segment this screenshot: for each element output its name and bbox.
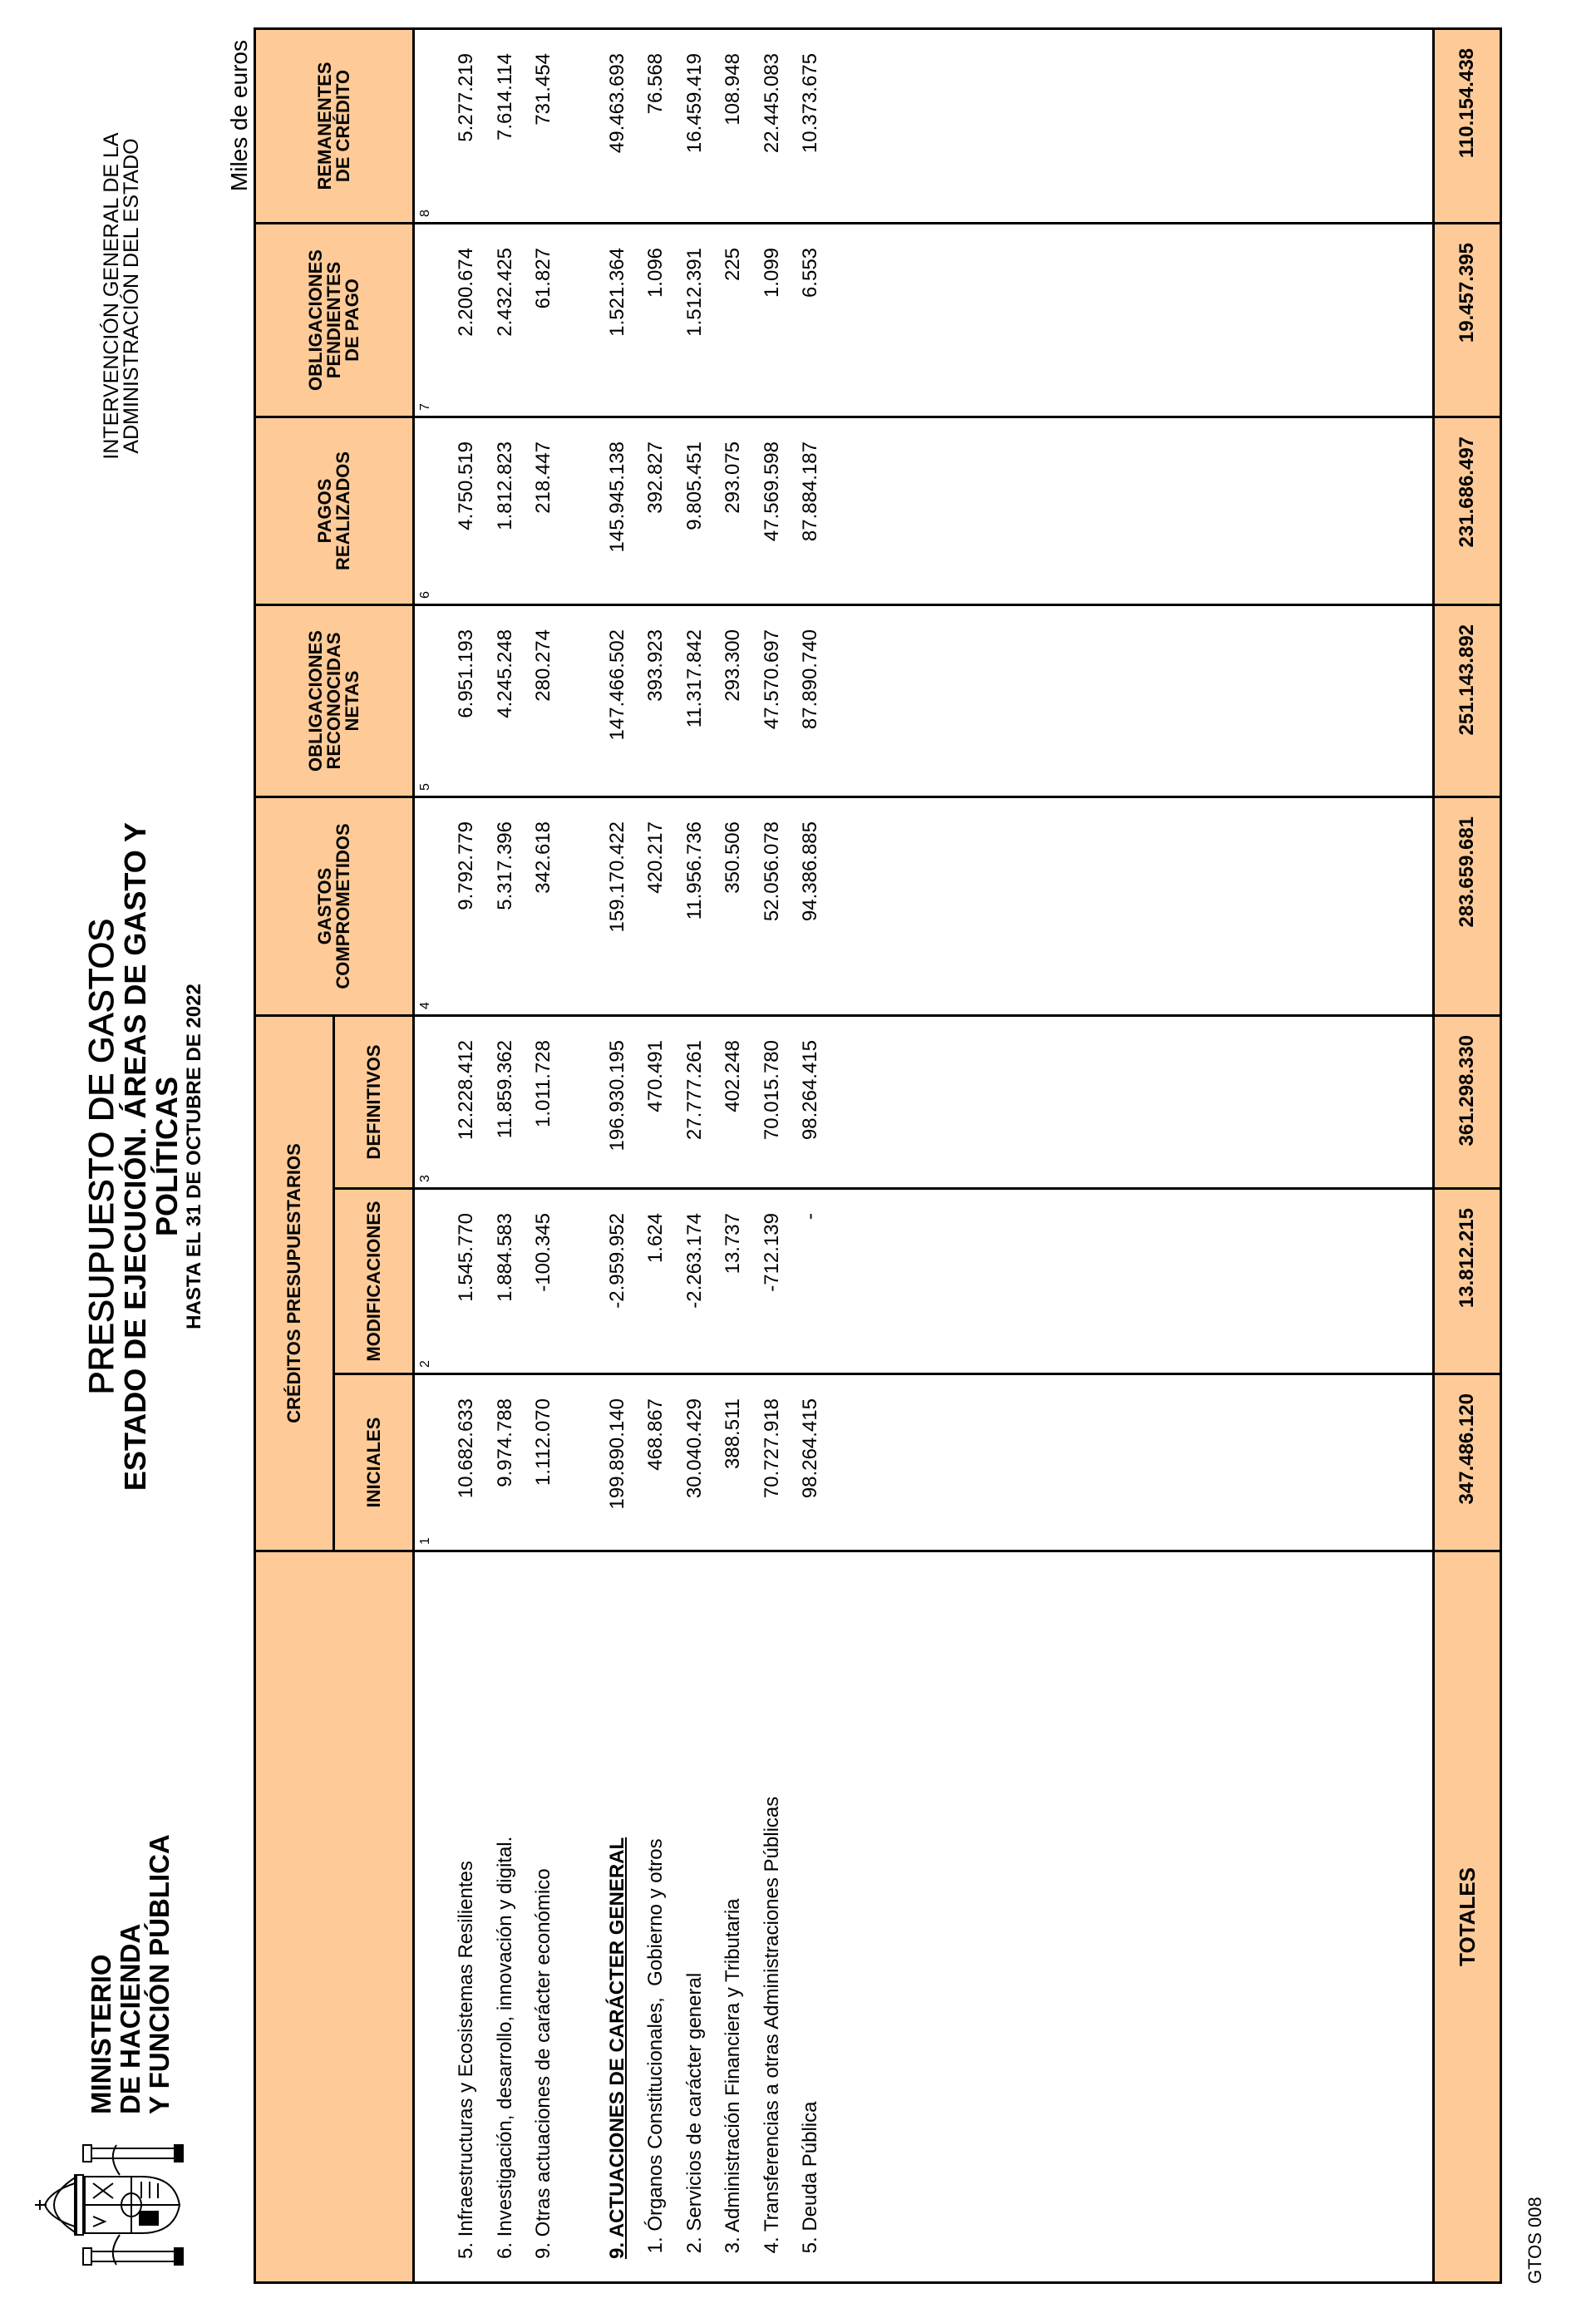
total-value: 19.457.395 [1434,223,1501,417]
agency-line: ADMINISTRACIÓN DEL ESTADO [120,138,143,454]
title-line-1: PRESUPUESTO DE GASTOS [81,918,121,1395]
cell-value: 1.112.070 [532,1398,554,1486]
cell-value: 12.228.412 [455,1039,477,1141]
cell-value: 1.096 [644,247,667,298]
row-label: 5. Deuda Pública [799,2101,821,2259]
column-header: REMANENTES DE CRÉDITO [255,28,414,223]
cell-value: 2.200.674 [455,247,477,337]
cell-value: 468.867 [644,1398,667,1471]
cell-value: 6.951.193 [455,629,477,718]
document-code: GTOS 008 [1525,2197,1545,2284]
title-date: HASTA EL 31 DE OCTUBRE DE 2022 [183,984,205,1329]
description-column [414,1551,1434,2283]
cell-value: 1.624 [644,1213,667,1264]
cell-value: 388.511 [722,1398,744,1469]
cell-value: 293.300 [722,629,744,702]
cell-value: 70.015.780 [760,1039,783,1141]
section-heading: 9. ACTUACIONES DE CARÁCTER GENERAL [605,1837,628,2259]
cell-value: 27.777.261 [682,1039,706,1141]
cell-value: 470.491 [644,1039,667,1112]
row-label: 1. Órganos Constitucionales, Gobierno y otros [644,1838,667,2259]
value-column [414,604,1434,796]
value-column [414,223,1434,417]
total-value: 361.298.330 [1434,1015,1501,1188]
cell-value: 98.264.415 [799,1039,821,1141]
cell-value: 1.512.391 [682,247,706,337]
totals-row [1434,28,1501,2282]
cell-value: 76.568 [644,52,667,115]
row-label: 5. Infraestructuras y Ecosistemas Resilientes [455,1861,477,2259]
cell-value: 11.859.362 [493,1039,516,1139]
cell-value: 293.075 [722,441,744,514]
cell-value: 6.553 [799,247,821,298]
cell-value: 2.432.425 [493,247,516,337]
cell-value: 280.274 [532,629,554,702]
cell-value: 108.948 [722,52,744,126]
cell-value: 196.930.195 [605,1039,628,1152]
title-line-2: ESTADO DE EJECUCIÓN. ÁREAS DE GASTO Y POLÍTICAS [118,821,184,1492]
total-value: 231.686.497 [1434,417,1501,604]
cell-value: -712.139 [760,1213,783,1292]
cell-value: 1.812.823 [493,441,516,530]
cell-value: 87.890.740 [799,629,821,730]
column-header: INICIALES [334,1374,414,1551]
cell-value: 10.682.633 [455,1398,477,1499]
coat-of-arms-logo [33,2142,186,2268]
column-number: 7 [418,403,432,411]
cell-value: 1.884.583 [493,1213,516,1302]
column-number: 8 [418,210,432,217]
page-title [83,753,206,1560]
cell-value: 9.974.788 [493,1398,516,1487]
column-number: 1 [418,1537,432,1545]
agency-name [101,113,141,479]
value-column [414,417,1434,604]
cell-value: -2.959.952 [605,1213,628,1309]
total-value: 110.154.438 [1434,28,1501,223]
column-header: OBLIGACIONES RECONOCIDAS NETAS [255,604,414,796]
cell-value: 1.011.728 [532,1039,554,1127]
cell-value: 11.317.842 [682,629,706,728]
totals-label: TOTALES [1434,1551,1501,2283]
column-number: 2 [418,1360,432,1368]
column-header: PAGOS REALIZADOS [255,417,414,604]
cell-value: 402.248 [722,1039,744,1112]
cell-value: 218.447 [532,441,554,514]
table-body [414,28,1434,2282]
cell-value: 87.884.187 [799,441,821,542]
cell-value: 94.386.885 [799,821,821,922]
cell-value: -2.263.174 [682,1213,706,1309]
cell-value: 9.792.779 [455,821,477,910]
row-label: 2. Servicios de carácter general [682,1972,706,2259]
value-column [414,28,1434,223]
cell-value: 4.750.519 [455,441,477,530]
cell-value: 47.569.598 [760,441,783,542]
cell-value: 11.956.736 [682,821,706,920]
cell-value: 145.945.138 [605,441,628,553]
cell-value: 98.264.415 [799,1398,821,1499]
cell-value: 10.373.675 [799,52,821,154]
total-value: 283.659.681 [1434,796,1501,1015]
total-value: 251.143.892 [1434,604,1501,796]
cell-value: 22.445.083 [760,52,783,154]
cell-value: 392.827 [644,441,667,514]
cell-value: 16.459.419 [682,52,706,154]
column-number: 6 [418,591,432,599]
description-header [255,1551,414,2283]
cell-value: 199.890.140 [605,1398,628,1510]
ministry-line: MINISTERIO [86,1954,116,2114]
cell-value: 52.056.078 [760,821,783,922]
agency-line: INTERVENCIÓN GENERAL DE LA [100,132,123,460]
cell-value: 13.737 [722,1213,744,1275]
cell-value: 420.217 [644,821,667,894]
value-column [414,1015,1434,1188]
value-column [414,1189,1434,1374]
cell-value: 70.727.918 [760,1398,783,1499]
column-header: MODIFICACIONES [334,1189,414,1374]
column-number: 5 [418,783,432,791]
total-value: 13.812.215 [1434,1189,1501,1374]
column-number: 4 [418,1002,432,1009]
row-label: 3. Administración Financiera y Tributaria [722,1898,744,2259]
value-column [414,1374,1434,1551]
cell-value: 47.570.697 [760,629,783,730]
cell-value: 4.245.248 [493,629,516,718]
ministry-line: DE HACIENDA [115,1923,145,2114]
cell-value: 393.923 [644,629,667,702]
cell-value: 5.277.219 [455,52,477,142]
cell-value: 1.099 [760,247,783,298]
cell-value: -100.345 [532,1213,554,1292]
cell-value: 1.521.364 [605,247,628,337]
column-header: OBLIGACIONES PENDIENTES DE PAGO [255,223,414,417]
row-label: 6. Investigación, desarrollo, innovación y digital. [493,1836,516,2259]
cell-value: 225 [722,247,744,282]
value-column [414,796,1434,1015]
cell-value: - [799,1213,821,1220]
cell-value: 342.618 [532,821,554,894]
ministry-line: Y FUNCIÓN PÚBLICA [144,1834,175,2114]
cell-value: 5.317.396 [493,821,516,910]
cell-value: 30.040.429 [682,1398,706,1499]
group-header-creditos: CRÉDITOS PRESUPUESTARIOS [255,1015,334,1551]
units-label: Miles de euros [226,40,252,192]
budget-table [254,27,1502,2284]
cell-value: 49.463.693 [605,52,628,154]
cell-value: 147.466.502 [605,629,628,741]
row-label: 9. Otras actuaciones de carácter económico [532,1868,554,2259]
cell-value: 731.454 [532,52,554,126]
cell-value: 350.506 [722,821,744,894]
column-header: DEFINITIVOS [334,1015,414,1188]
column-number: 3 [418,1175,432,1182]
cell-value: 159.170.422 [605,821,628,933]
row-label: 4. Transferencias a otras Administraciones Públicas [760,1796,783,2259]
cell-value: 7.614.114 [493,52,516,141]
cell-value: 9.805.451 [682,441,706,530]
cell-value: 61.827 [532,247,554,309]
ministry-name [86,1834,174,2114]
cell-value: 1.545.770 [455,1213,477,1302]
column-header: GASTOS COMPROMETIDOS [255,796,414,1015]
total-value: 347.486.120 [1434,1374,1501,1551]
